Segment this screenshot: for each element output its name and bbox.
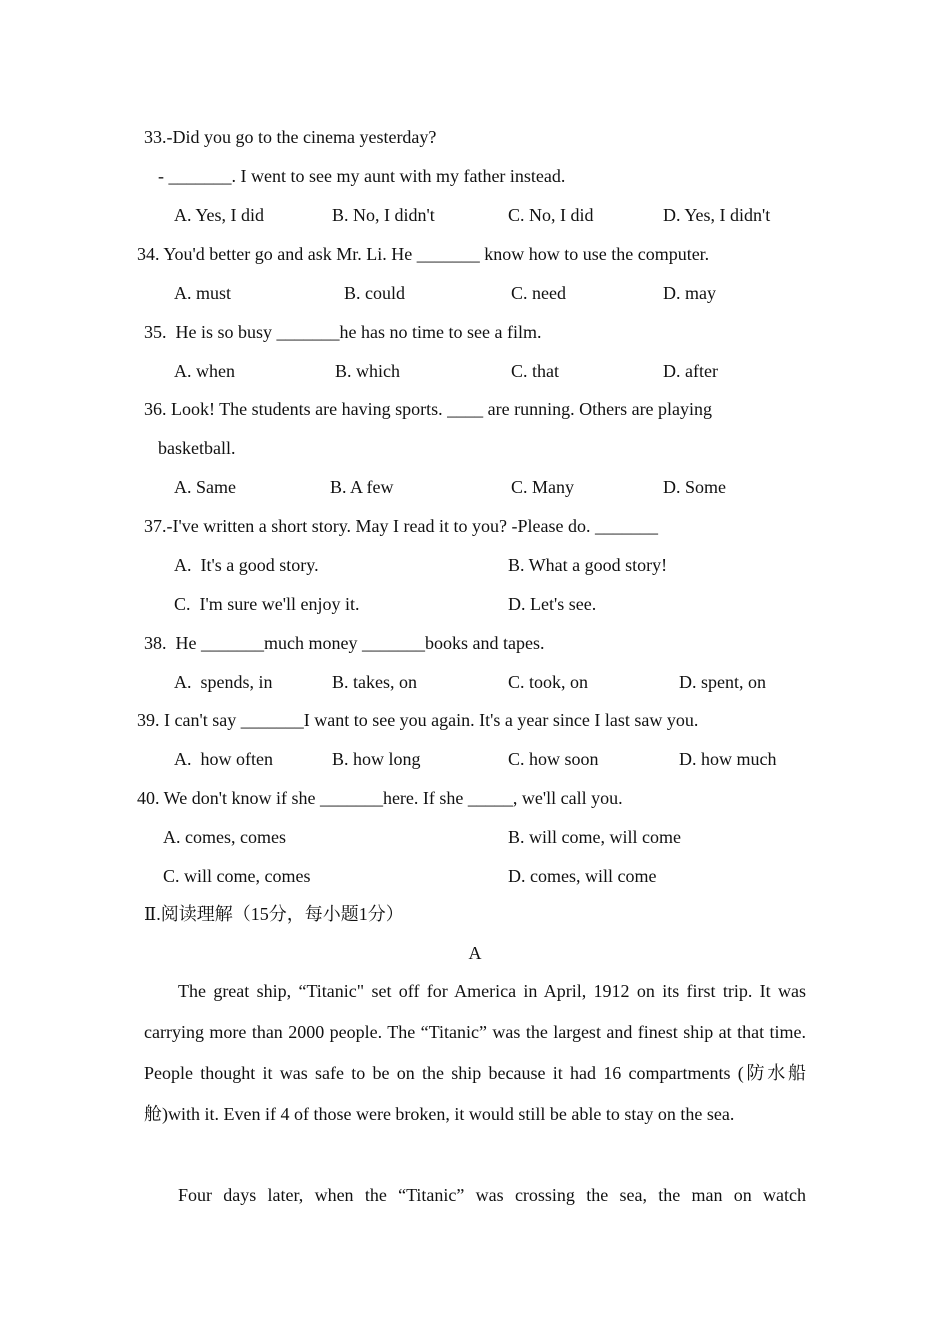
reading-passage-continued xyxy=(144,1175,806,1216)
question-38-option-a: A. spends, in xyxy=(174,672,273,692)
question-36-option-d: D. Some xyxy=(663,477,726,497)
question-38-option-d: D. spent, on xyxy=(679,672,766,692)
question-36-stem: 36. Look! The students are having sports. ____ are running. Others are playing xyxy=(144,399,713,419)
question-37-option-c: C. I'm sure we'll enjoy it. xyxy=(174,594,360,614)
question-36-option-a: A. Same xyxy=(174,477,236,497)
question-37-option-a: A. It's a good story. xyxy=(174,555,319,575)
question-33-option-c: C. No, I did xyxy=(508,205,594,225)
question-36-option-b: B. A few xyxy=(330,477,394,497)
question-33-stem: 33.-Did you go to the cinema yesterday? xyxy=(144,127,437,147)
question-39-option-d: D. how much xyxy=(679,749,777,769)
passage-paragraph-1: The great ship, “Titanic" set off for America in April, 1912 on its first trip. It was carrying more than 2000 people. The “Titanic” was the largest and finest ship at that time. People thought it was safe to be on the ship because it had 16 compartments (防水船舱)with it. Even if 4 of those were broken, it would still be able to stay on the sea. xyxy=(144,981,806,1124)
section-heading: Ⅱ.阅读理解（15分，每小题1分） xyxy=(144,904,404,924)
question-40-option-d: D. comes, will come xyxy=(508,866,657,886)
question-39-option-c: C. how soon xyxy=(508,749,599,769)
question-37-stem: 37.-I've written a short story. May I read it to you? -Please do. _______ xyxy=(144,516,658,536)
reading-passage xyxy=(144,971,806,1135)
question-34-option-d: D. may xyxy=(663,283,716,303)
question-34-option-c: C. need xyxy=(511,283,566,303)
question-40-option-c: C. will come, comes xyxy=(163,866,311,886)
question-33-option-b: B. No, I didn't xyxy=(332,205,435,225)
question-37-option-b: B. What a good story! xyxy=(508,555,668,575)
question-33-option-d: D. Yes, I didn't xyxy=(663,205,771,225)
question-38-option-c: C. took, on xyxy=(508,672,589,692)
passage-label: A xyxy=(468,943,482,963)
question-34-option-b: B. could xyxy=(344,283,405,303)
question-39-option-a: A. how often xyxy=(174,749,273,769)
question-37-option-d: D. Let's see. xyxy=(508,594,597,614)
question-36-option-c: C. Many xyxy=(511,477,574,497)
question-40-option-a: A. comes, comes xyxy=(163,827,286,847)
question-35-option-a: A. when xyxy=(174,361,235,381)
question-35-option-c: C. that xyxy=(511,361,559,381)
question-34-stem: 34. You'd better go and ask Mr. Li. He _______ know how to use the computer. xyxy=(137,244,710,264)
question-35-stem: 35. He is so busy _______he has no time to see a film. xyxy=(144,322,542,342)
question-38-option-b: B. takes, on xyxy=(332,672,417,692)
question-38-stem: 38. He _______much money _______books and tapes. xyxy=(144,633,545,653)
question-34-option-a: A. must xyxy=(174,283,232,303)
question-40-option-b: B. will come, will come xyxy=(508,827,681,847)
question-35-option-d: D. after xyxy=(663,361,718,381)
question-33-option-a: A. Yes, I did xyxy=(174,205,265,225)
question-33-stem-line2: - _______. I went to see my aunt with my father instead. xyxy=(158,166,566,186)
passage-paragraph-2: Four days later, when the “Titanic” was crossing the sea, the man on watch xyxy=(178,1185,806,1205)
question-39-stem: 39. I can't say _______I want to see you again. It's a year since I last saw you. xyxy=(137,710,699,730)
question-35-option-b: B. which xyxy=(335,361,400,381)
question-36-stem-line2: basketball. xyxy=(158,438,236,458)
question-40-stem: 40. We don't know if she _______here. If she _____, we'll call you. xyxy=(137,788,623,808)
question-39-option-b: B. how long xyxy=(332,749,421,769)
